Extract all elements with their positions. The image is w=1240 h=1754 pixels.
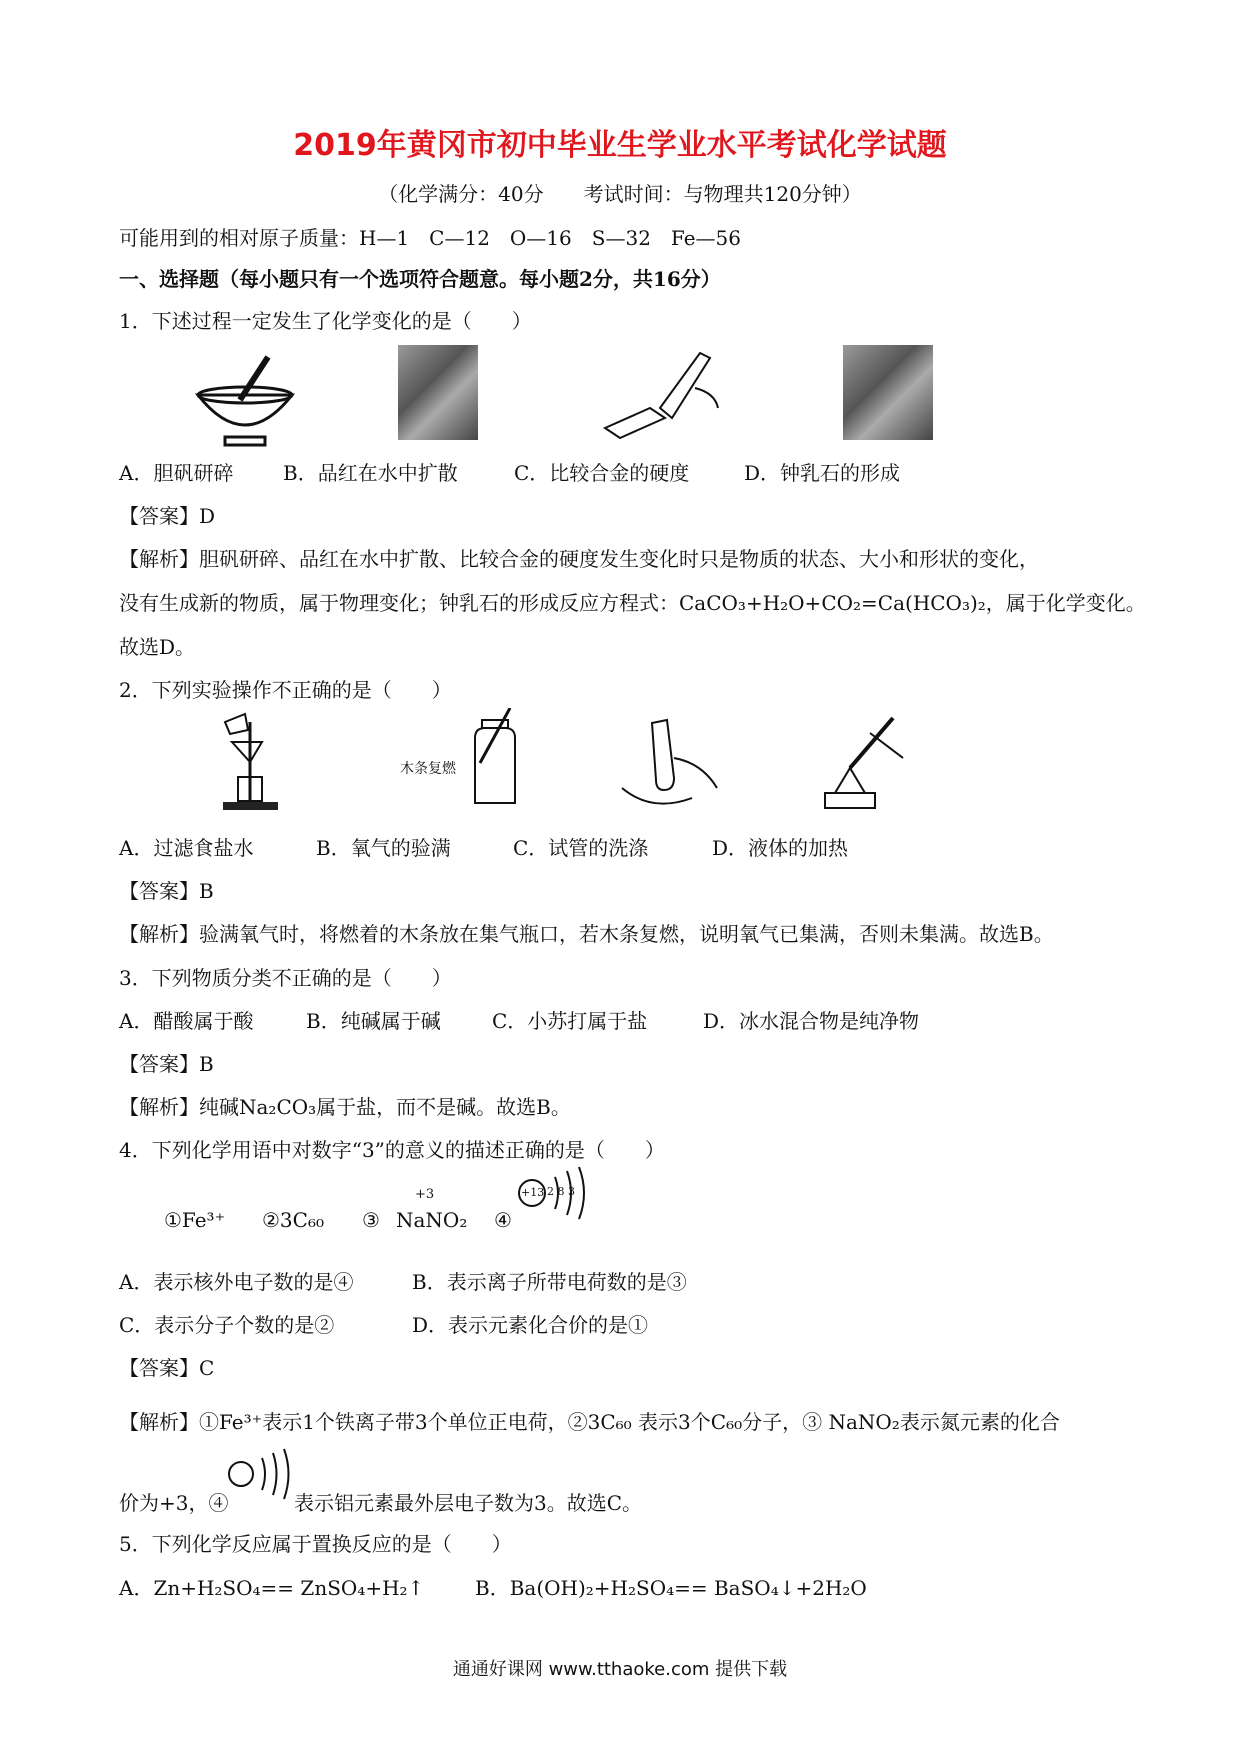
q1-analysis-3: 故选D。 <box>119 635 196 659</box>
q1-option-a[interactable]: A．胆矾研碎 <box>119 461 234 485</box>
stalactite-photo <box>843 345 933 440</box>
q4-symbol-2: ②3C₆₀ <box>262 1208 324 1232</box>
q2-option-c[interactable]: C．试管的洗涤 <box>513 836 649 860</box>
q2-option-b[interactable]: B．氧气的验满 <box>316 836 451 860</box>
q4-valence-mark: +3 <box>415 1187 435 1202</box>
beaker-diffusion-photo <box>398 345 478 440</box>
mortar-figure <box>190 355 300 450</box>
q4-stem: 4．下列化学用语中对数字“3”的意义的描述正确的是（ ） <box>119 1138 665 1162</box>
atom-shell-electrons: 2 8 3 <box>547 1185 575 1198</box>
alloy-hardness-figure <box>600 348 720 443</box>
atom-structure-diagram-small <box>226 1448 296 1503</box>
footer: 通通好课网 www.tthaoke.com 提供下载 <box>452 1659 788 1680</box>
filtration-figure <box>220 712 290 812</box>
q1-options <box>119 457 900 486</box>
liquid-heating-figure <box>815 708 905 813</box>
atom-nucleus-label: +13 <box>521 1186 545 1199</box>
q4-options-row-2 <box>119 1309 648 1338</box>
q2-option-d[interactable]: D．液体的加热 <box>712 836 849 860</box>
q2-options <box>119 832 848 861</box>
q5-option-b[interactable]: B．Ba(OH)₂+H₂SO₄== BaSO₄↓+2H₂O <box>475 1576 867 1600</box>
q4-symbol-3: NaNO₂ <box>396 1208 468 1232</box>
q4-symbol-3-mark: ③ <box>362 1208 380 1232</box>
q1-option-d[interactable]: D．钟乳石的形成 <box>744 461 901 485</box>
q1-option-b[interactable]: B．品红在水中扩散 <box>283 461 458 485</box>
q3-analysis: 【解析】纯碱Na₂CO₃属于盐，而不是碱。故选B。 <box>119 1095 571 1119</box>
q2-option-a[interactable]: A．过滤食盐水 <box>119 836 254 860</box>
test-tube-wash-figure <box>612 718 722 813</box>
atomic-masses: 可能用到的相对原子质量：H—1 C—12 O—16 S—32 Fe—56 <box>119 226 741 250</box>
q4-option-d[interactable]: D．表示元素化合价的是① <box>412 1313 649 1337</box>
q3-options <box>119 1005 919 1034</box>
q2-analysis: 【解析】验满氧气时，将燃着的木条放在集气瓶口，若木条复燃，说明氧气已集满，否则未集满。故选B。 <box>119 922 1054 946</box>
q4-option-a[interactable]: A．表示核外电子数的是④ <box>119 1270 354 1294</box>
q3-option-c[interactable]: C．小苏打属于盐 <box>492 1009 648 1033</box>
q1-analysis-2: 没有生成新的物质，属于物理变化；钟乳石的形成反应方程式：CaCO₃+H₂O+CO₂=Ca(HCO₃)₂，属于化学变化。 <box>119 591 1146 615</box>
q1-answer: 【答案】D <box>119 504 216 528</box>
q4-answer: 【答案】C <box>119 1356 215 1380</box>
q5-stem: 5．下列化学反应属于置换反应的是（ ） <box>119 1532 512 1556</box>
page-title: 2019年黄冈市初中毕业生学业水平考试化学试题 <box>293 128 947 163</box>
q2-answer: 【答案】B <box>119 879 214 903</box>
q4-option-b[interactable]: B．表示离子所带电荷数的是③ <box>412 1270 687 1294</box>
gas-bottle-figure <box>460 708 520 808</box>
q4-options-row-1 <box>119 1266 687 1295</box>
q2-figure-label: 木条复燃 <box>400 761 456 777</box>
q3-option-d[interactable]: D．冰水混合物是纯净物 <box>703 1009 920 1033</box>
q3-option-b[interactable]: B．纯碱属于碱 <box>306 1009 441 1033</box>
q5-option-a[interactable]: A．Zn+H₂SO₄== ZnSO₄+H₂↑ <box>119 1576 425 1600</box>
q4-analysis-2b: 表示铝元素最外层电子数为3。故选C。 <box>294 1491 643 1515</box>
q4-analysis-2a: 价为+3，④ <box>119 1491 229 1515</box>
q4-analysis-1: 【解析】①Fe³⁺表示1个铁离子带3个单位正电荷，②3C₆₀ 表示3个C₆₀分子，③ NaNO₂表示氮元素的化合 <box>119 1410 1060 1434</box>
q1-analysis-1: 【解析】胆矾研碎、品红在水中扩散、比较合金的硬度发生变化时只是物质的状态、大小和形状的变化， <box>119 547 1039 571</box>
q4-symbol-4-mark: ④ <box>494 1208 512 1232</box>
q2-stem: 2．下列实验操作不正确的是（ ） <box>119 678 452 702</box>
q4-symbol-1: ①Fe³⁺ <box>164 1208 226 1232</box>
q1-option-c[interactable]: C．比较合金的硬度 <box>514 461 690 485</box>
q3-stem: 3．下列物质分类不正确的是（ ） <box>119 966 452 990</box>
q1-stem: 1．下述过程一定发生了化学变化的是（ ） <box>119 309 532 333</box>
exam-info: （化学满分：40分 考试时间：与物理共120分钟） <box>378 182 862 206</box>
q3-answer: 【答案】B <box>119 1052 214 1076</box>
q4-option-c[interactable]: C．表示分子个数的是② <box>119 1313 335 1337</box>
q3-option-a[interactable]: A．醋酸属于酸 <box>119 1009 254 1033</box>
section-heading: 一、选择题（每小题只有一个选项符合题意。每小题2分，共16分） <box>119 267 721 291</box>
